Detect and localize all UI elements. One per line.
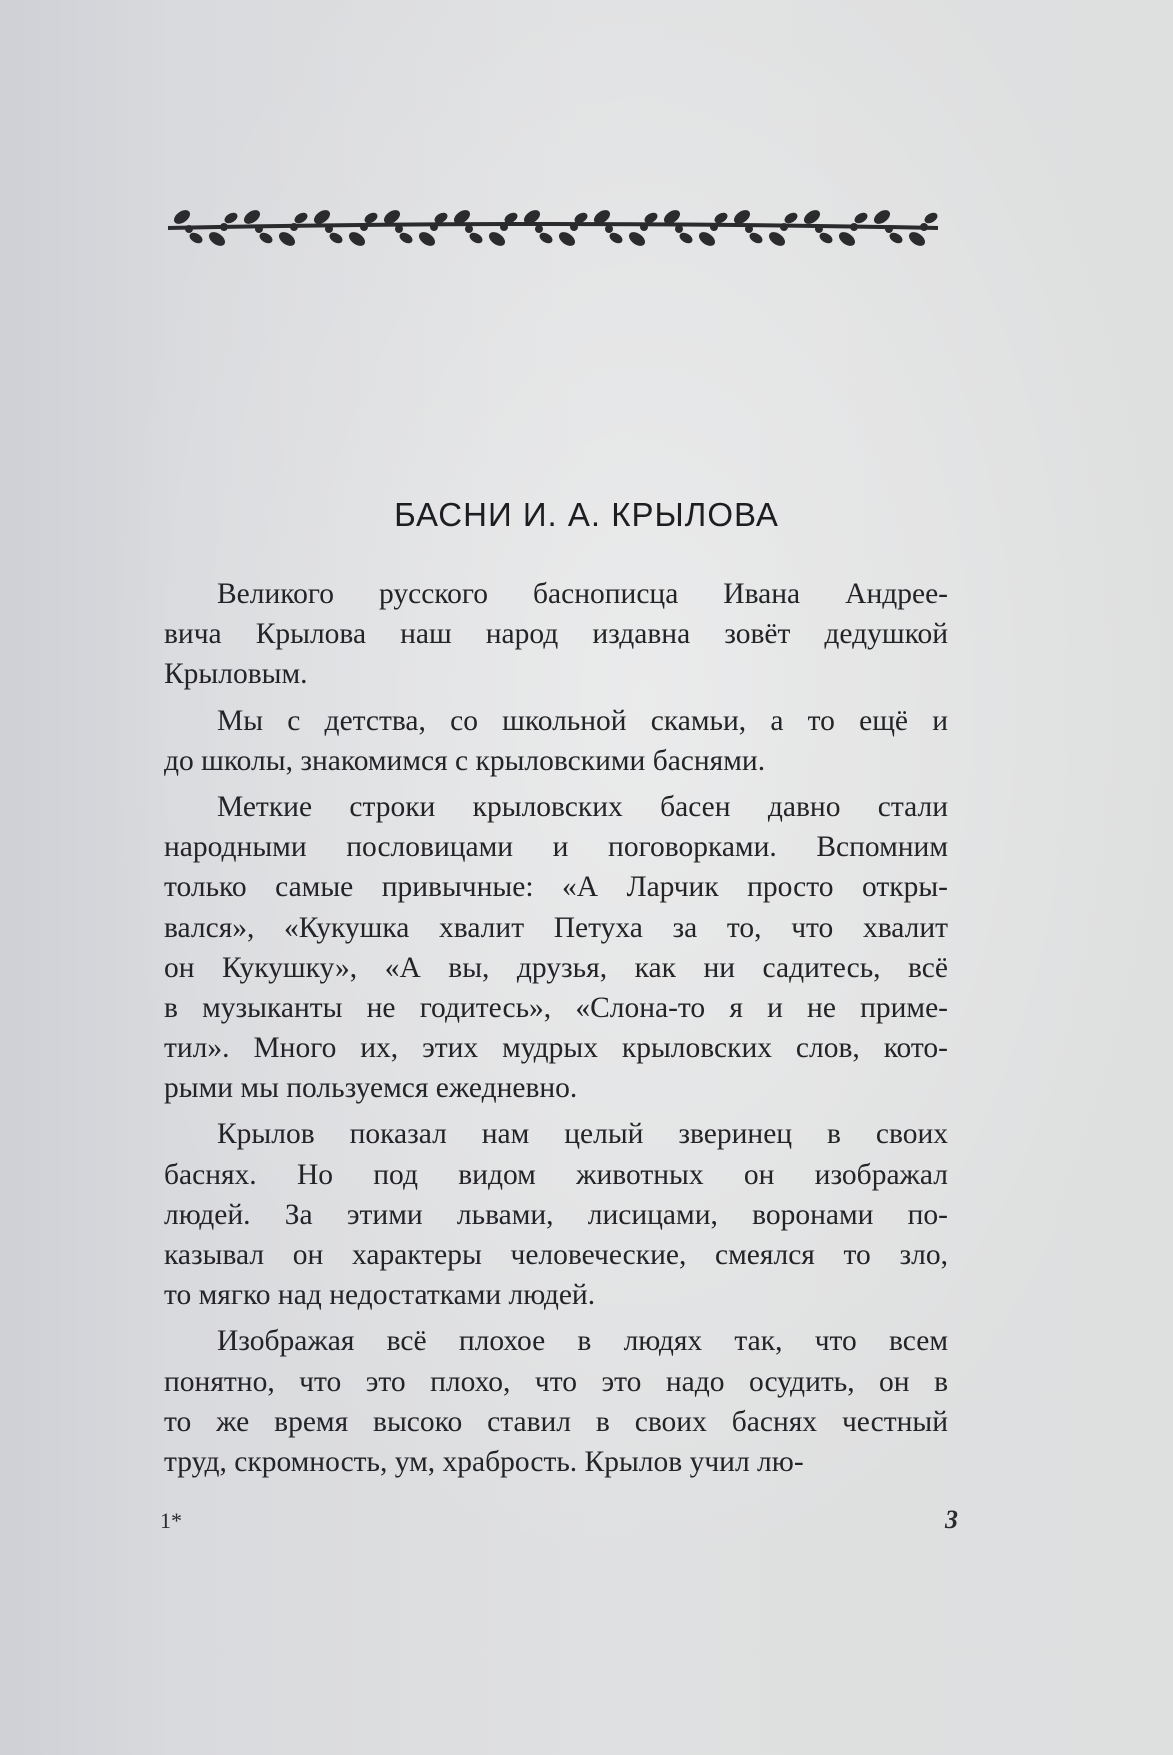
text-line: понятно, что это плохо, что это надо осудить, он в [164,1365,948,1398]
paragraph [164,1321,948,1482]
paragraph [164,787,948,1109]
text-line: людей. За этими львами, лисицами, воронами по- [164,1198,948,1231]
body-text [164,574,948,1488]
text-line: тил». Много их, этих мудрых крыловских слов, кото- [164,1032,948,1065]
page-title: БАСНИ И. А. КРЫЛОВА [394,496,779,533]
paragraph [164,574,948,695]
text-line: в музыканты не годитесь», «Слона-то я и не приме- [164,991,948,1024]
text-line: Меткие строки крыловских басен давно стали [217,790,948,823]
text-line: Крылов показал нам целый зверинец в своих [217,1118,948,1151]
laurel-ornament-icon [160,198,945,258]
text-line: Крыловым. [164,658,308,691]
text-line: вича Крылова наш народ издавна зовёт дедушкой [164,618,948,651]
text-line: рыми мы пользуемся ежедневно. [164,1072,578,1105]
text-line: до школы, знакомимся с крыловскими баснями. [164,744,766,777]
page-number: 3 [945,1505,958,1534]
text-line: баснях. Но под видом животных он изображал [164,1158,948,1191]
text-line: Мы с детства, со школьной скамьи, а то ещё и [217,704,948,737]
text-line: то мягко над недостатками людей. [164,1279,596,1312]
text-line: Изображая всё плохое в людях так, что всем [217,1325,948,1358]
paragraph [164,701,948,781]
paragraph [164,1114,948,1315]
text-line: Великого русского баснописца Ивана Андрее- [217,578,948,610]
text-line: только самые привычные: «А Ларчик просто откры- [164,871,948,904]
text-line: народными пословицами и поговорками. Вспомним [164,831,948,864]
text-line: труд, скромность, ум, храбрость. Крылов учил лю- [164,1445,804,1478]
text-line: вался», «Кукушка хвалит Петуха за то, что хвалит [164,911,948,944]
text-line: казывал он характеры человеческие, смеялся то зло, [164,1239,948,1271]
text-line: то же время высоко ставил в своих баснях честный [164,1405,948,1438]
text-line: он Кукушку», «А вы, друзья, как ни садитесь, всё [164,951,948,984]
signature-mark: 1* [160,1508,182,1533]
